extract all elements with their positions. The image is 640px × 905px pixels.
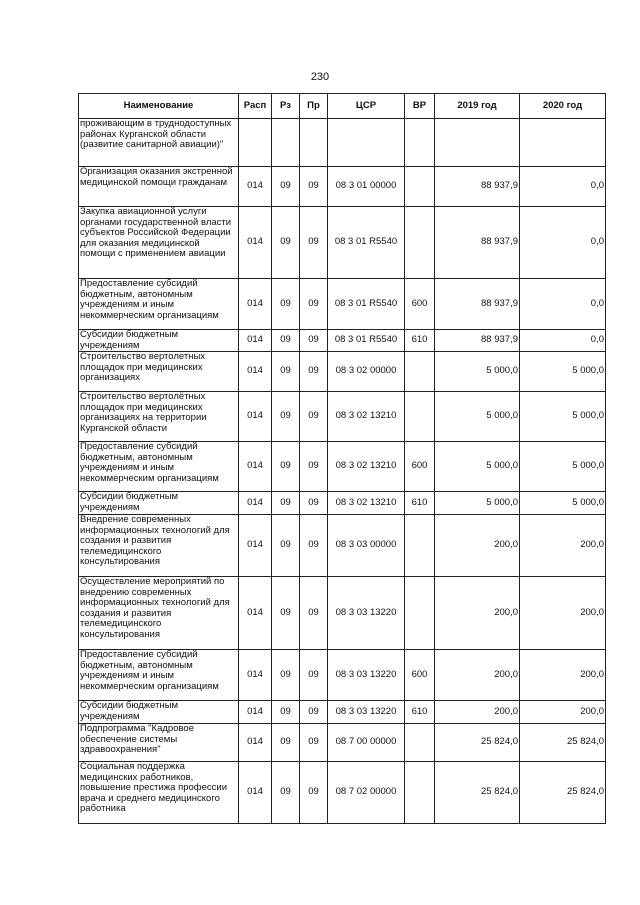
table-row bbox=[79, 392, 606, 442]
row-rasp: 014 bbox=[239, 352, 272, 392]
row-vr: 600 bbox=[405, 650, 435, 701]
row-rz: 09 bbox=[272, 650, 300, 701]
row-rasp: 014 bbox=[239, 650, 272, 701]
row-csr: 08 3 01 R5540 bbox=[328, 279, 405, 330]
table-row bbox=[79, 515, 606, 577]
row-2020 bbox=[520, 119, 606, 167]
row-rasp: 014 bbox=[239, 515, 272, 577]
row-vr bbox=[405, 392, 435, 442]
row-name: проживающим в труднодоступных районах Курганской области (развитие санитарной авиации)" bbox=[79, 119, 239, 167]
table-row bbox=[79, 330, 606, 352]
row-pr: 09 bbox=[300, 279, 328, 330]
row-rasp: 014 bbox=[239, 577, 272, 650]
table-row bbox=[79, 279, 606, 330]
row-rasp bbox=[239, 119, 272, 167]
row-rasp: 014 bbox=[239, 701, 272, 724]
row-rasp: 014 bbox=[239, 330, 272, 352]
row-vr bbox=[405, 515, 435, 577]
row-2020: 200,0 bbox=[520, 701, 606, 724]
row-rasp: 014 bbox=[239, 724, 272, 762]
row-vr bbox=[405, 762, 435, 824]
row-pr: 09 bbox=[300, 492, 328, 515]
header-2019: 2019 год bbox=[435, 94, 520, 119]
row-rz: 09 bbox=[272, 762, 300, 824]
row-csr: 08 3 03 13220 bbox=[328, 577, 405, 650]
row-rasp: 014 bbox=[239, 392, 272, 442]
row-rasp: 014 bbox=[239, 492, 272, 515]
row-rz: 09 bbox=[272, 167, 300, 207]
row-rasp: 014 bbox=[239, 762, 272, 824]
row-name: Подпрограмма "Кадровое обеспечение системы здравоохранения" bbox=[79, 724, 239, 762]
row-csr bbox=[328, 119, 405, 167]
row-csr: 08 3 01 R5540 bbox=[328, 330, 405, 352]
row-2019: 200,0 bbox=[435, 650, 520, 701]
header-2020: 2020 год bbox=[520, 94, 606, 119]
row-rz: 09 bbox=[272, 701, 300, 724]
row-pr: 09 bbox=[300, 442, 328, 492]
row-pr: 09 bbox=[300, 515, 328, 577]
row-2019: 88 937,9 bbox=[435, 207, 520, 279]
row-rz: 09 bbox=[272, 352, 300, 392]
row-vr bbox=[405, 167, 435, 207]
row-rz: 09 bbox=[272, 392, 300, 442]
row-2020: 0,0 bbox=[520, 167, 606, 207]
table-row bbox=[79, 650, 606, 701]
row-2020: 200,0 bbox=[520, 650, 606, 701]
table-row bbox=[79, 119, 606, 167]
table-row bbox=[79, 167, 606, 207]
row-2019: 200,0 bbox=[435, 515, 520, 577]
row-2020: 25 824,0 bbox=[520, 724, 606, 762]
row-name: Предоставление субсидий бюджетным, автономным учреждениям и иным некоммерческим организациям bbox=[79, 650, 239, 701]
row-csr: 08 3 02 00000 bbox=[328, 352, 405, 392]
row-2019: 88 937,9 bbox=[435, 279, 520, 330]
row-pr: 09 bbox=[300, 577, 328, 650]
table-header-row bbox=[79, 94, 606, 119]
row-name: Организация оказания экстренной медицинской помощи гражданам bbox=[79, 167, 239, 207]
row-2019: 25 824,0 bbox=[435, 724, 520, 762]
row-2019: 88 937,9 bbox=[435, 167, 520, 207]
row-name: Социальная поддержка медицинских работников, повышение престижа профессии врача и среднего медицинского работника bbox=[79, 762, 239, 824]
row-vr bbox=[405, 352, 435, 392]
page-number: 230 bbox=[310, 71, 330, 83]
row-name: Осуществление мероприятий по внедрению современных информационных технологий для создания и развития телемедицинского консультирования bbox=[79, 577, 239, 650]
table-row bbox=[79, 762, 606, 824]
row-vr bbox=[405, 207, 435, 279]
row-rz: 09 bbox=[272, 442, 300, 492]
row-2020: 0,0 bbox=[520, 330, 606, 352]
row-csr: 08 3 01 R5540 bbox=[328, 207, 405, 279]
row-vr bbox=[405, 577, 435, 650]
row-rz: 09 bbox=[272, 724, 300, 762]
row-2019: 88 937,9 bbox=[435, 330, 520, 352]
row-rz: 09 bbox=[272, 330, 300, 352]
row-vr: 610 bbox=[405, 330, 435, 352]
row-rz bbox=[272, 119, 300, 167]
row-pr bbox=[300, 119, 328, 167]
row-pr: 09 bbox=[300, 207, 328, 279]
table-row bbox=[79, 352, 606, 392]
row-vr: 600 bbox=[405, 279, 435, 330]
row-2020: 5 000,0 bbox=[520, 352, 606, 392]
row-csr: 08 3 01 00000 bbox=[328, 167, 405, 207]
row-rasp: 014 bbox=[239, 207, 272, 279]
row-rz: 09 bbox=[272, 515, 300, 577]
row-2020: 200,0 bbox=[520, 577, 606, 650]
row-pr: 09 bbox=[300, 762, 328, 824]
row-2019 bbox=[435, 119, 520, 167]
row-name: Строительство вертолетных площадок при медицинских организациях bbox=[79, 352, 239, 392]
header-rz: Рз bbox=[272, 94, 300, 119]
row-csr: 08 3 03 13220 bbox=[328, 650, 405, 701]
row-vr bbox=[405, 724, 435, 762]
row-pr: 09 bbox=[300, 392, 328, 442]
header-name: Наименование bbox=[79, 94, 239, 119]
table-row bbox=[79, 724, 606, 762]
header-csr: ЦСР bbox=[328, 94, 405, 119]
row-pr: 09 bbox=[300, 701, 328, 724]
row-2019: 5 000,0 bbox=[435, 392, 520, 442]
row-name: Закупка авиационной услуги органами государственной власти субъектов Российской Федерации для оказания медицинской помощи с применением авиации bbox=[79, 207, 239, 279]
table-row bbox=[79, 701, 606, 724]
row-2019: 200,0 bbox=[435, 577, 520, 650]
row-name: Строительство вертолётных площадок при медицинских организациях на территории Курганской области bbox=[79, 392, 239, 442]
row-2020: 5 000,0 bbox=[520, 442, 606, 492]
row-csr: 08 3 02 13210 bbox=[328, 392, 405, 442]
row-vr: 600 bbox=[405, 442, 435, 492]
row-pr: 09 bbox=[300, 724, 328, 762]
row-name: Субсидии бюджетным учреждениям bbox=[79, 330, 239, 352]
row-vr: 610 bbox=[405, 492, 435, 515]
table-row bbox=[79, 577, 606, 650]
table-row bbox=[79, 492, 606, 515]
row-2020: 0,0 bbox=[520, 207, 606, 279]
row-pr: 09 bbox=[300, 330, 328, 352]
row-2020: 5 000,0 bbox=[520, 492, 606, 515]
row-2019: 5 000,0 bbox=[435, 442, 520, 492]
row-rz: 09 bbox=[272, 492, 300, 515]
row-name: Предоставление субсидий бюджетным, автономным учреждениям и иным некоммерческим организациям bbox=[79, 279, 239, 330]
row-rz: 09 bbox=[272, 577, 300, 650]
row-pr: 09 bbox=[300, 650, 328, 701]
row-pr: 09 bbox=[300, 352, 328, 392]
row-name: Субсидии бюджетным учреждениям bbox=[79, 492, 239, 515]
row-2019: 5 000,0 bbox=[435, 352, 520, 392]
row-vr: 610 bbox=[405, 701, 435, 724]
row-rasp: 014 bbox=[239, 279, 272, 330]
row-2020: 25 824,0 bbox=[520, 762, 606, 824]
row-rasp: 014 bbox=[239, 442, 272, 492]
row-2020: 5 000,0 bbox=[520, 392, 606, 442]
row-2020: 200,0 bbox=[520, 515, 606, 577]
row-csr: 08 3 02 13210 bbox=[328, 442, 405, 492]
row-csr: 08 3 03 13220 bbox=[328, 701, 405, 724]
row-csr: 08 3 03 00000 bbox=[328, 515, 405, 577]
row-2020: 0,0 bbox=[520, 279, 606, 330]
row-rasp: 014 bbox=[239, 167, 272, 207]
row-pr: 09 bbox=[300, 167, 328, 207]
row-2019: 5 000,0 bbox=[435, 492, 520, 515]
row-name: Предоставление субсидий бюджетным, автономным учреждениям и иным некоммерческим организациям bbox=[79, 442, 239, 492]
budget-table bbox=[78, 93, 606, 824]
row-csr: 08 3 02 13210 bbox=[328, 492, 405, 515]
header-vr: ВР bbox=[405, 94, 435, 119]
table-row bbox=[79, 442, 606, 492]
row-csr: 08 7 00 00000 bbox=[328, 724, 405, 762]
row-vr bbox=[405, 119, 435, 167]
row-rz: 09 bbox=[272, 279, 300, 330]
header-rasp: Расп bbox=[239, 94, 272, 119]
row-rz: 09 bbox=[272, 207, 300, 279]
header-pr: Пр bbox=[300, 94, 328, 119]
table-row bbox=[79, 207, 606, 279]
row-name: Субсидии бюджетным учреждениям bbox=[79, 701, 239, 724]
row-name: Внедрение современных информационных технологий для создания и развития телемедицинского консультирования bbox=[79, 515, 239, 577]
row-2019: 200,0 bbox=[435, 701, 520, 724]
row-csr: 08 7 02 00000 bbox=[328, 762, 405, 824]
row-2019: 25 824,0 bbox=[435, 762, 520, 824]
